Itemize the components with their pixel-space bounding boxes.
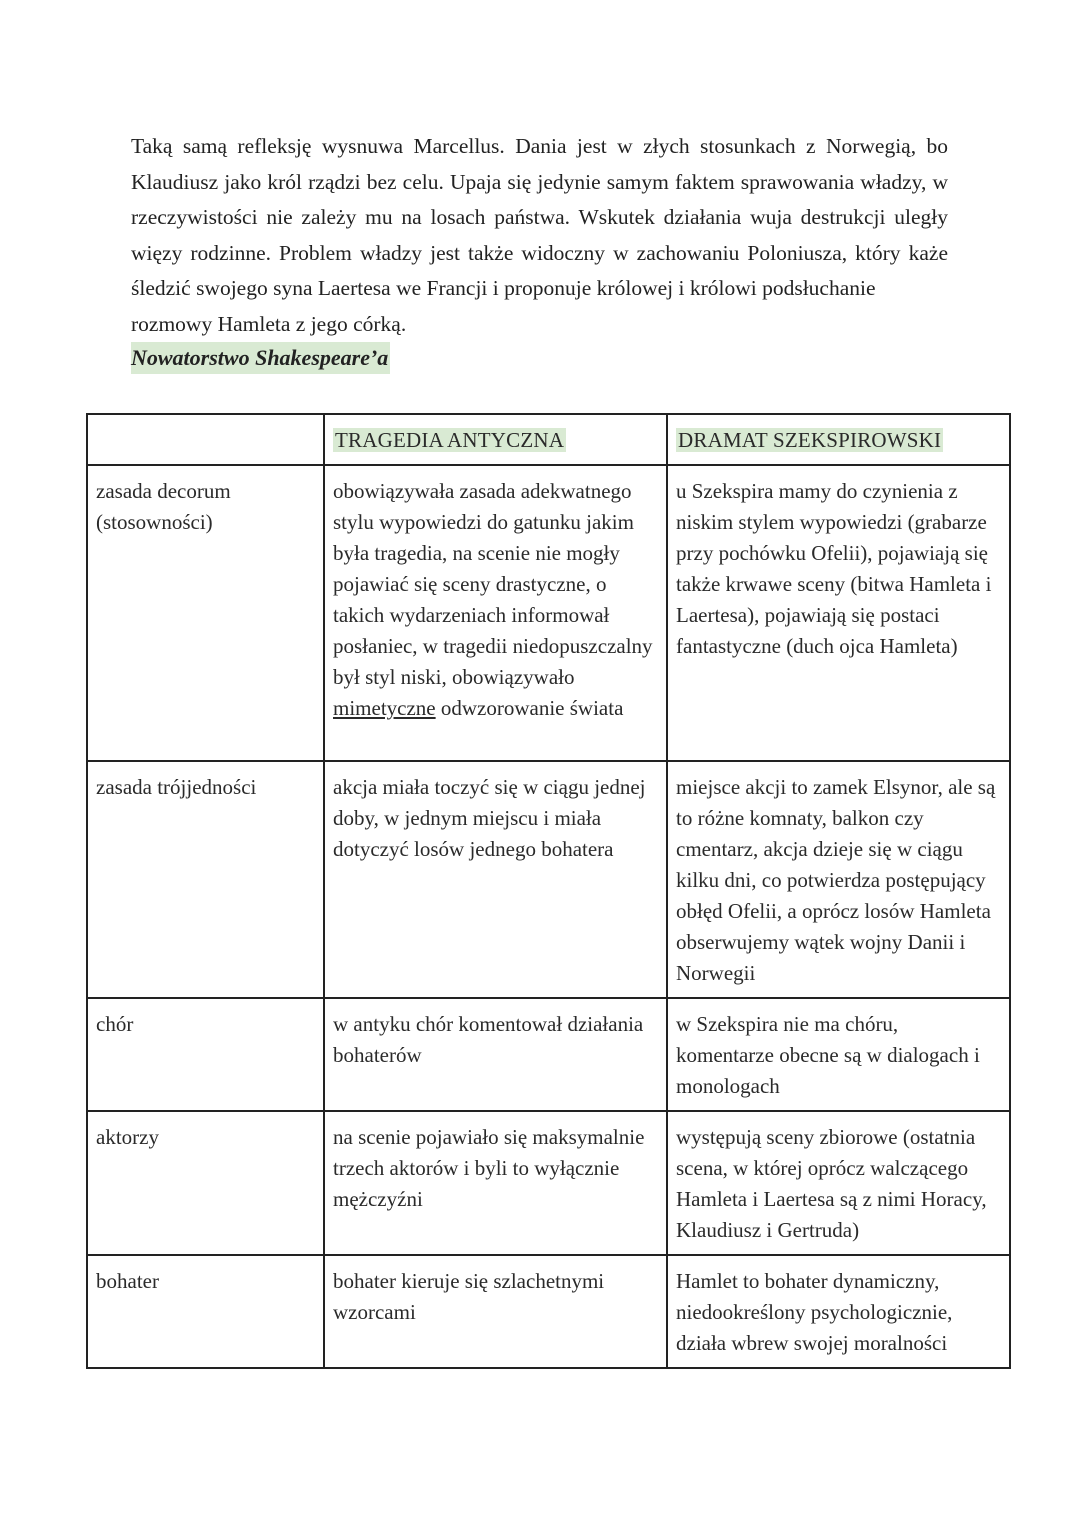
- table-row: [87, 1111, 1010, 1255]
- header-label-shakespeare: DRAMAT SZEKSPIROWSKI: [678, 428, 942, 452]
- comparison-table: [86, 413, 1011, 1369]
- header-label-antique: TRAGEDIA ANTYCZNA: [335, 428, 565, 452]
- underlined-term: mimetyczne: [333, 696, 436, 720]
- section-heading: Nowatorstwo Shakespeare’a: [131, 342, 390, 374]
- row-label: chór: [87, 998, 324, 1111]
- header-cell-shakespeare: [667, 414, 1010, 465]
- table-row: [87, 998, 1010, 1111]
- antique-cell: bohater kieruje się szlachetnymi wzorcami: [324, 1255, 667, 1368]
- table-header-row: [87, 414, 1010, 465]
- antique-cell: obowiązywała zasada adekwatnego stylu wypowiedzi do gatunku jakim była tragedia, na scenie nie mogły pojawiać się sceny drastyczne, o takich wydarzeniach informował posłaniec, w tragedii niedopuszczalny był styl niski, obowiązywało mimetyczne odwzorowanie świata: [324, 465, 667, 761]
- shakespeare-cell: Hamlet to bohater dynamiczny, niedookreślony psychologicznie, działa wbrew swojej moralności: [667, 1255, 1010, 1368]
- table-row: [87, 465, 1010, 761]
- shakespeare-cell: w Szekspira nie ma chóru, komentarze obecne są w dialogach i monologach: [667, 998, 1010, 1111]
- intro-text: Taką samą refleksję wysnuwa Marcellus. Dania jest w złych stosunkach z Norwegią, bo Klaudiusz jako król rządzi bez celu. Upaja się jedynie samym faktem sprawowania władzy, w rzeczywistości nie zależy mu na losach państwa. Wskutek działania wuja destrukcji uległy więzy rodzinne. Problem władzy jest także widoczny w zachowaniu Poloniusza, który każe śledzić swojego syna Laertesa we Francji i proponuje królowej i królowi podsłuchanie: [131, 134, 948, 300]
- table-row: [87, 1255, 1010, 1368]
- intro-last-line: rozmowy Hamleta z jego córką.: [131, 311, 407, 336]
- intro-paragraph: [131, 129, 948, 342]
- shakespeare-cell: występują sceny zbiorowe (ostatnia scena, w której oprócz walczącego Hamleta i Laertesa są z nimi Horacy, Klaudiusz i Gertruda): [667, 1111, 1010, 1255]
- antique-cell: na scenie pojawiało się maksymalnie trzech aktorów i byli to wyłącznie mężczyźni: [324, 1111, 667, 1255]
- row-label: bohater: [87, 1255, 324, 1368]
- row-label: zasada decorum (stosowności): [87, 465, 324, 761]
- antique-cell: w antyku chór komentował działania bohaterów: [324, 998, 667, 1111]
- antique-cell: akcja miała toczyć się w ciągu jednej doby, w jednym miejscu i miała dotyczyć losów jednego bohatera: [324, 761, 667, 998]
- shakespeare-cell: u Szekspira mamy do czynienia z niskim stylem wypowiedzi (grabarze przy pochówku Ofelii), pojawiają się także krwawe sceny (bitwa Hamleta i Laertesa), pojawiają się postaci fantastyczne (duch ojca Hamleta): [667, 465, 1010, 761]
- shakespeare-cell: miejsce akcji to zamek Elsynor, ale są to różne komnaty, balkon czy cmentarz, akcja dzieje się w ciągu kilku dni, co potwierdza postępujący obłęd Ofelii, a oprócz losów Hamleta obserwujemy wątek wojny Danii i Norwegii: [667, 761, 1010, 998]
- header-cell-antique: [324, 414, 667, 465]
- row-label: zasada trójjedności: [87, 761, 324, 998]
- header-empty-cell: [87, 414, 324, 465]
- table-row: [87, 761, 1010, 998]
- row-label: aktorzy: [87, 1111, 324, 1255]
